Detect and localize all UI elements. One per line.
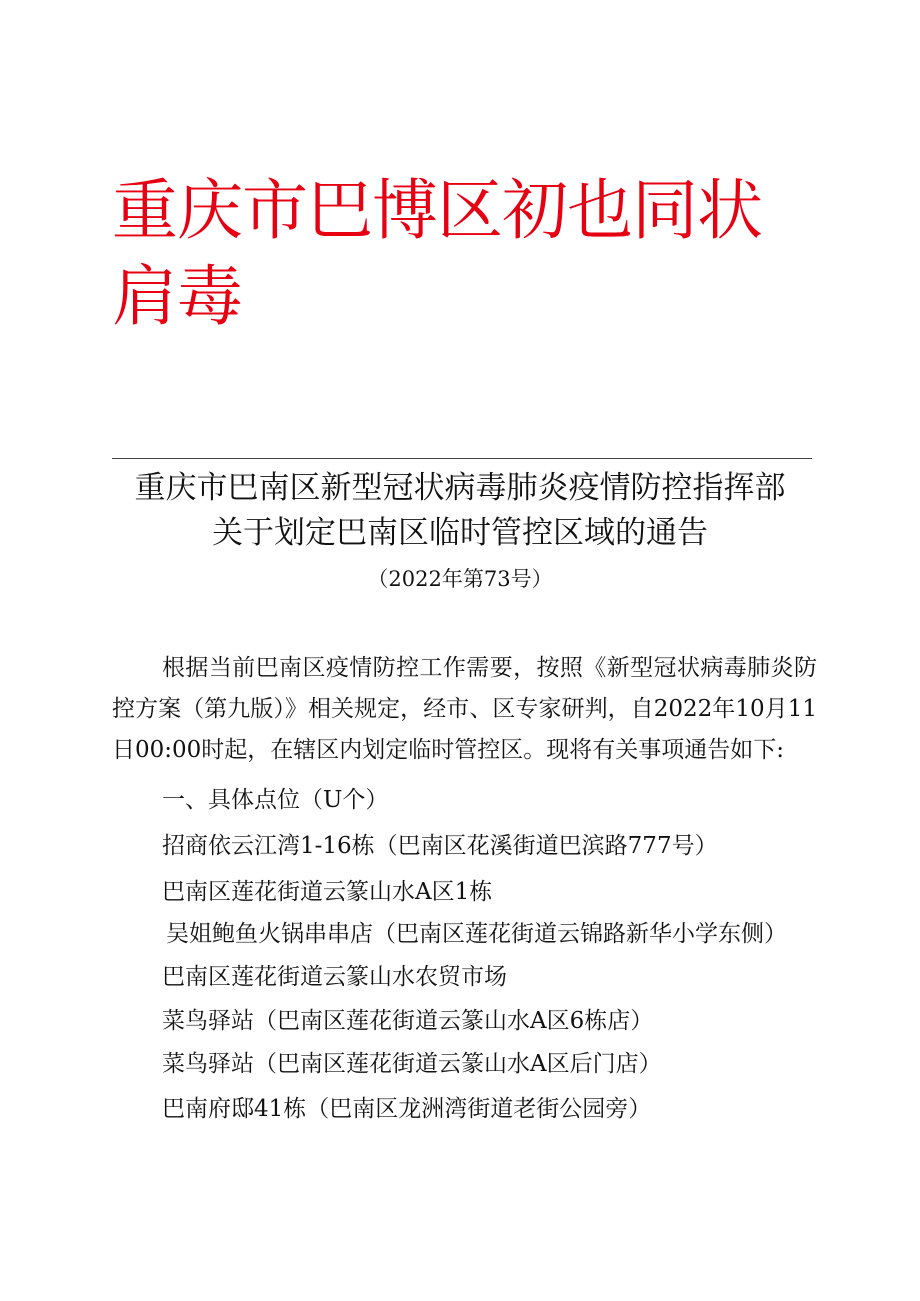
- red-header-title: 重庆市巴博区初也同状肩毒: [112, 172, 762, 335]
- location-item: 巴南区莲花街道云篆山水A区1栋: [162, 879, 493, 905]
- notice-title-line-2: 关于划定巴南区临时管控区域的通告: [212, 515, 708, 551]
- document-number: （2022年第73号）: [367, 567, 553, 591]
- intro-paragraph: 根据当前巴南区疫情防控工作需要，按照《新型冠状病毒肺炎防控方案（第九版）》相关规定，经市、区专家研判，自2022年10月11日00:00时起，在辖区内划定临时管控区。现将有关事项通告如下:: [112, 655, 817, 763]
- location-item: 菜鸟驿站（巴南区莲花街道云篆山水A区后门店）: [162, 1051, 662, 1077]
- location-item: 菜鸟驿站（巴南区莲花街道云篆山水A区6栋店）: [162, 1008, 654, 1034]
- location-item: 吴姐鲍鱼火锅串串店（巴南区莲花街道云锦路新华小学东侧）: [166, 921, 787, 947]
- notice-title-line-1: 重庆市巴南区新型冠状病毒肺炎疫情防控指挥部: [134, 470, 786, 506]
- location-item: 招商依云江湾1-16栋（巴南区花溪街道巴滨路777号）: [162, 833, 718, 859]
- section-heading: 一、具体点位（U个）: [162, 787, 389, 813]
- location-item: 巴南府邸41栋（巴南区龙洲湾街道老街公园旁）: [162, 1096, 652, 1122]
- header-divider-line: [112, 458, 812, 459]
- location-item: 巴南区莲花街道云篆山水农贸市场: [162, 964, 507, 990]
